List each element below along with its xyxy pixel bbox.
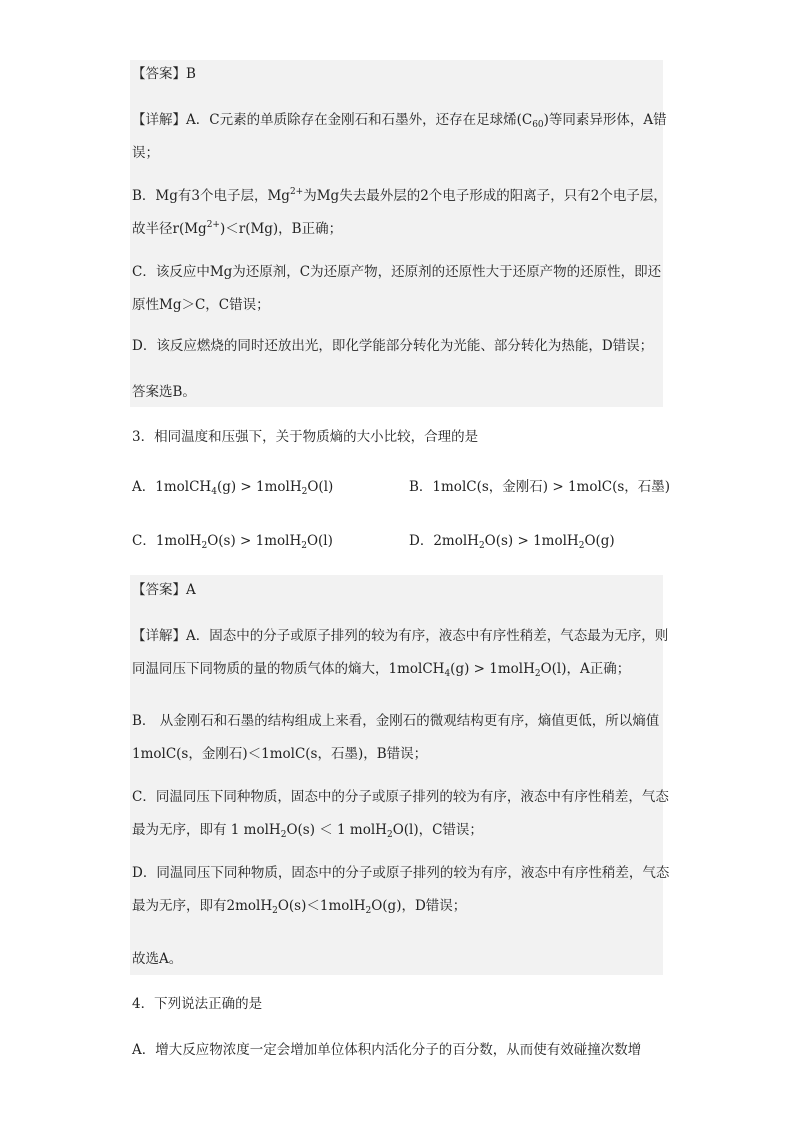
answer-1-label: 【答案】B — [132, 66, 196, 82]
answer-2-detail-d: D．同温同压下同种物质，固态中的分子或原子排列的较为有序，液态中有序性稍差，气态最为无序，即有2molH$_2$O(s)＜1molH$_2$O(g)，D错误； — [132, 865, 670, 916]
answer-2-conclusion: 故选A。 — [132, 951, 183, 967]
question-4-option-a: A．增大反应物浓度一定会增加单位体积内活化分子的百分数，从而使有效碰撞次数增 — [132, 1042, 642, 1058]
question-3-option-c: C．1molH$_2$O(s) > 1molH$_2$O(l) — [132, 533, 333, 551]
answer-2-detail-b: B． 从金刚石和石墨的结构组成上来看，金刚石的微观结构更有序，熵值更低，所以熵值1molC(s，金刚石)＜1molC(s，石墨)，B错误； — [132, 713, 660, 762]
detail-label: 【详解】 — [132, 112, 186, 128]
question-4-stem: 4．下列说法正确的是 — [132, 996, 263, 1012]
answer-2-detail-c: C．同温同压下同种物质，固态中的分子或原子排列的较为有序，液态中有序性稍差，气态最为无序，即有 1 molH$_2$O(s) ＜ 1 molH$_2$O(l)，C错误； — [132, 789, 669, 840]
answer-1-detail-c: C．该反应中Mg为还原剂，C为还原产物，还原剂的还原性大于还原产物的还原性，即还原性Mg＞C，C错误； — [132, 264, 662, 313]
question-3-option-a: A．1molCH$_4$(g) > 1molH$_2$O(l) — [132, 479, 334, 497]
question-3-stem: 3．相同温度和压强下，关于物质熵的大小比较，合理的是 — [132, 429, 479, 445]
answer-1-detail-d: D．该反应燃烧的同时还放出光，即化学能部分转化为光能、部分转化为热能，D错误； — [132, 338, 654, 354]
question-3-option-b: B．1molC(s，金刚石) > 1molC(s，石墨) — [409, 479, 671, 495]
answer-2-detail-a: 【详解】A．固态中的分子或原子排列的较为有序，液态中有序性稍差，气态最为无序，则同温同压下同物质的量的物质气体的熵大，1molCH$_4$(g) > 1molH$_2$O(l)，A正确； — [132, 628, 669, 679]
answer-2-label: 【答案】A — [132, 582, 196, 598]
answer-1-detail-b: B．Mg有3个电子层，$Mg^{2+}$为Mg失去最外层的2个电子形成的阳离子，只有2个电子层，故半径$r(Mg^{2+})<r(Mg)$，B正确； — [132, 187, 667, 237]
answer-1-conclusion: 答案选B。 — [132, 384, 196, 400]
answer-1-detail-a: 【详解】A．C元素的单质除存在金刚石和石墨外，还存在足球烯$(C_{60})$等同素异形体，A错误； — [132, 112, 667, 161]
detail-label: 【详解】 — [132, 628, 186, 644]
question-3-option-d: D．2molH$_2$O(s) > 1molH$_2$O(g) — [409, 533, 615, 551]
